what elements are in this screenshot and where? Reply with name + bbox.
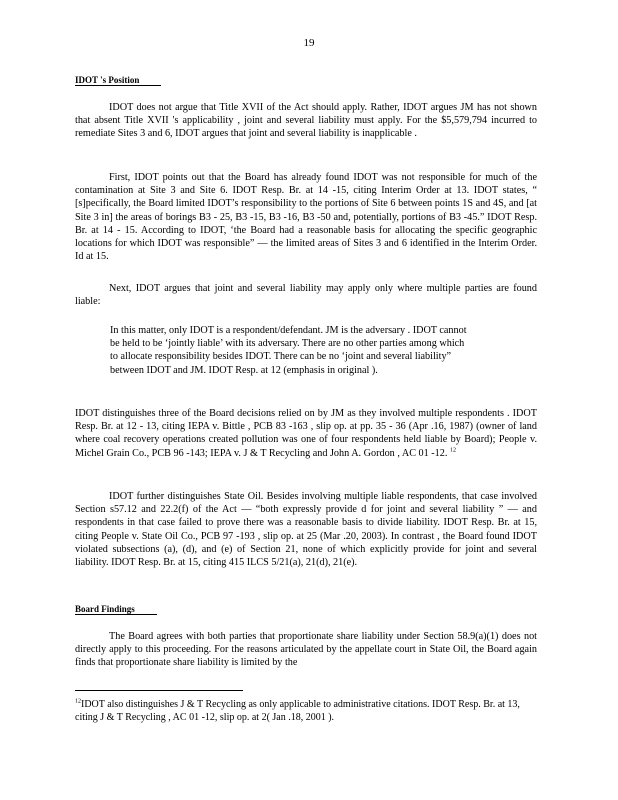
section-heading-board-findings bbox=[75, 604, 157, 615]
paragraph-2: First, IDOT points out that the Board has already found IDOT was not responsible for much of the contamination at Site 3 and Site 6. IDOT Resp. Br. at 14 -15, citing Interim Order at 13. IDOT states, “ [s]pecifically, the Board limited IDOT’s responsibility to the portions of Site 6 between points 1S and 4S, and [at Site 3 in] the areas of borings B3 - 25, B3 -15, B3 -16, B3 -50 and, potentially, portions of B3 -45.” IDOT Resp. Br. at 14 - 15. According to IDOT, ‘the Board had a reasonable basis for allocating the specific geographic locations for which IDOT was responsible” — the limited areas of Sites 3 and 6 identified in the Interim Order. Id at 15. bbox=[75, 172, 537, 263]
paragraph-1: IDOT does not argue that Title XVII of the Act should apply. Rather, IDOT argues JM has not shown that absent Title XVII 's applicability , joint and several liability must apply. For the $5,579,794 incurred to remediate Sites 3 and 6, IDOT argues that joint and several liability is inapplicable . bbox=[75, 102, 537, 140]
heading-text: Board Findings bbox=[75, 604, 157, 615]
page-number: 19 bbox=[303, 37, 315, 49]
paragraph-5: IDOT further distinguishes State Oil. Besides involving multiple liable respondents, that case involved Section s57.12 and 22.2(f) of the Act — “both expressly provide d for joint and several liability ” — and respondents in that case failed to prove there was a reasonable basis to divide liability. IDOT Resp. Br. at 15, citing People v. State Oil Co., PCB 97 -193 , slip op. at 25 (Mar .20, 2003). In contrast , the Board found IDOT violated subsections (a), (d), and (e) of Section 21, none of which explicitly provide for joint and several liability. IDOT Resp. Br. at 15, citing 415 ILCS 5/21(a), 21(d), 21(e). bbox=[75, 491, 537, 569]
block-quote: In this matter, only IDOT is a respondent/defendant. JM is the adversary . IDOT cannot be held to be ‘jointly liable’ with its adversary. There are no other parties among which to allocate responsibility besides IDOT. There can be no ‘joint and several liability” between IDOT and JM. IDOT Resp. at 12 (emphasis in original ). bbox=[110, 325, 467, 376]
paragraph-3: Next, IDOT argues that joint and several liability may apply only where multiple parties are found liable: bbox=[75, 283, 537, 308]
paragraph-4-text: IDOT distinguishes three of the Board decisions relied on by JM as they involved multiple respondents . IDOT Resp. Br. at 12 - 13, citing IEPA v. Bittle , PCB 83 -163 , slip op. at pp. 35 - 36 (Apr .16, 1987) (owner of land where coal recovery operations created pollution was one of four respondents held liable by Board); People v. Michel Grain Co., PCB 96 -143; IEPA v. J & T Recycling and John A. Gordon , AC 01 -12. bbox=[75, 408, 537, 459]
paragraph-6: The Board agrees with both parties that proportionate share liability under Section 58.9(a)(1) does not directly apply to this proceeding. For the reasons articulated by the appellate court in State Oil, the Board again finds that proportionate share liability is limited by the bbox=[75, 631, 537, 669]
paragraph-4 bbox=[75, 407, 537, 460]
footnote-reference[interactable]: 12 bbox=[449, 447, 456, 454]
heading-text: IDOT 's Position bbox=[75, 75, 161, 86]
footnote-text: IDOT also distinguishes J & T Recycling as only applicable to administrative citations. IDOT Resp. Br. at 13, citing J & T Recycling , AC 01 -12, slip op. at 2( Jan .18, 2001 ). bbox=[75, 699, 520, 723]
section-heading-idot-position bbox=[75, 75, 161, 86]
footnote-divider bbox=[75, 690, 243, 691]
footnote-number: 12 bbox=[75, 698, 81, 705]
footnote bbox=[75, 698, 535, 724]
